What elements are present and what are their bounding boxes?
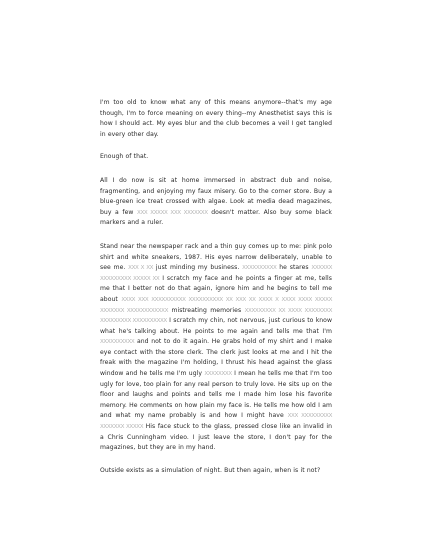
redaction-mark: XXX X XX [128,265,154,272]
text-run: I scratch my face and he points a finger at me, tells me that I better not do that again, ignore him and he begins to tell me about [100,274,332,303]
text-run: His face stuck to the glass, pressed close like an invalid in a Chris Cunningham video. I just leave the store, I don't pay for the magazines, but they are in my hand. [100,423,333,452]
text-run: and not to do it again. He grabs hold of my shirt and I make eye contact with the store clerk. The clerk just looks at me and I hit the freak with the magazine I'm holding, I thrust his head against the glass window and he tells me I'm ugly [100,338,332,378]
paragraph-1 [100,98,332,140]
redaction-mark: XXXXXXXXX XX XXXX XXXXXXXX XXXXXXXXX XXXXXXXXXX [100,307,333,325]
redaction-mark: XXXXXX XXXXXXXXX XXXXX XX [100,265,332,282]
paragraph-5 [100,466,332,477]
text-run: mistreating memories [168,306,245,314]
text-run: Stand near the newspaper rack and a thin guy comes up to me: pink polo shirt and white sneakers, 1987. His eyes narrow deliberately, unable to see me. [100,242,332,272]
text-run: doesn't matter. Also buy some black markers and a ruler. [100,208,332,227]
paragraph-2 [100,152,332,163]
text-run: Enough of that. [100,153,149,161]
redaction-mark: XXXXXXXXXX [100,339,135,346]
redaction-mark: XXXXXXXXXX [242,265,277,272]
text-run: he stares [276,264,312,272]
redaction-mark: XXX XXXXX XXX XXXXXXX [137,209,208,216]
text-run: just minding my business. [153,264,243,272]
text-run: I scratch my chin, not nervous, just curious to know what he's talking about. He points to me again and tells me that I'm [100,317,332,335]
redaction-mark: XXXX XXX XXXXXXXXXX XXXXXXXXXX XX XXX XX XXXX X XXXX XXXX XXXXX XXXXXXX XXXXXXXXXXXX [100,296,332,314]
paragraph-4 [100,242,332,454]
redaction-mark: XXXXXXXX [204,371,232,378]
text-run: I'm too old to know what any of this means anymore--that's my age though, I'm to force meaning on every thing--my Anesthetist says this is how I should act. My eyes blur and the club becomes a veil I get tangled in every other day. [100,99,332,138]
text-run: Outside exists as a simulation of night. But then again, when is it not? [100,466,321,474]
text-run: All I do now is sit at home immersed in abstract dub and noise, fragmenting, and enjoying my faux misery. Go to the corner store. Buy a blue-green ice treat crossed with algae. Look at media dead magazines, buy a few [100,176,332,216]
redaction-mark: XXX XXXXXXXXX XXXXXXX XXXXX [100,413,333,431]
text-run: I mean he tells me that I'm too ugly for love, too plain for any real person to truly love. He sits up on the floor and laughs and points and tells me I made him lose his favorite memory. He comments on how plain my face is. He tells me how old I am and what my name probably is and how I might have [100,370,333,420]
paragraph-3 [100,176,332,229]
